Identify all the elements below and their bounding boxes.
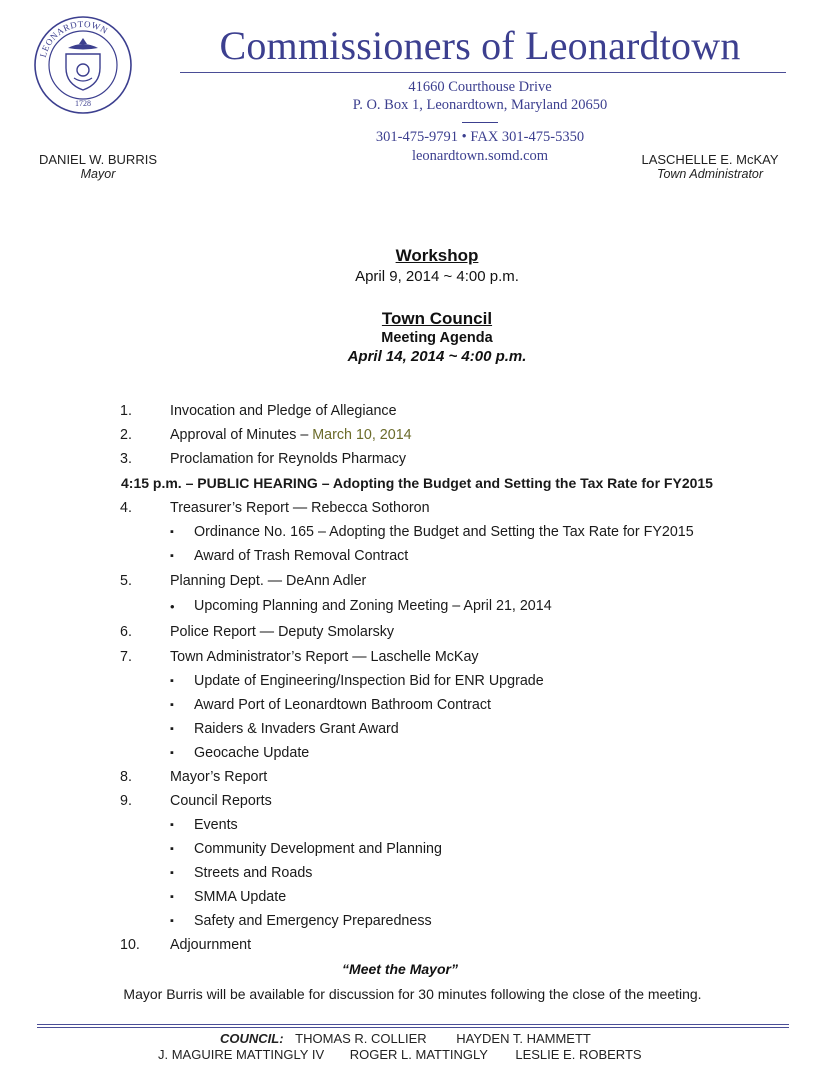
seal-year: 1728 [75, 99, 91, 108]
sub-item: Events [194, 817, 238, 833]
square-bullet-icon: ▪ [170, 526, 174, 538]
town-seal-logo [32, 14, 134, 116]
sub-item: Raiders & Invaders Grant Award [194, 721, 399, 737]
meet-the-mayor-text: Mayor Burris will be available for discussion for 30 minutes following the close of the meeting. [123, 986, 702, 1002]
minutes-label: Approval of Minutes – [170, 427, 313, 443]
square-bullet-icon: ▪ [170, 891, 174, 903]
sub-item: Update of Engineering/Inspection Bid for ENR Upgrade [194, 673, 544, 689]
sub-item: Award Port of Leonardtown Bathroom Contract [194, 697, 491, 713]
administrator-block [620, 152, 800, 181]
council-line-2 [158, 1047, 642, 1062]
square-bullet-icon: ▪ [170, 675, 174, 687]
council-line-1 [220, 1031, 591, 1046]
meet-the-mayor-title: “Meet the Mayor” [342, 961, 458, 977]
agenda-item-council-reports: Council Reports [170, 793, 272, 809]
round-bullet-icon: • [170, 599, 175, 614]
minutes-date: March 10, 2014 [312, 427, 412, 443]
mayor-block [20, 152, 176, 181]
agenda-item-number: 2. [120, 427, 132, 443]
council-member: HAYDEN T. HAMMETT [456, 1031, 591, 1046]
agenda-item-adjournment: Adjournment [170, 937, 252, 953]
council-member: J. MAGUIRE MATTINGLY IV [158, 1047, 325, 1062]
sub-item: Upcoming Planning and Zoning Meeting – April 21, 2014 [194, 598, 552, 614]
phone-fax: 301-475-9791 • FAX 301-475-5350 [375, 129, 585, 145]
agenda-item-number: 4. [120, 500, 132, 516]
agenda-item-invocation: Invocation and Pledge of Allegiance [170, 403, 397, 419]
mayor-name: DANIEL W. BURRIS [39, 152, 157, 167]
agenda-item-number: 5. [120, 573, 132, 589]
square-bullet-icon: ▪ [170, 867, 174, 879]
agenda-item-number: 8. [120, 769, 132, 785]
workshop-datetime: April 9, 2014 ~ 4:00 p.m. [355, 268, 519, 285]
sub-item: Streets and Roads [194, 865, 313, 881]
council-label: COUNCIL: [220, 1031, 284, 1046]
square-bullet-icon: ▪ [170, 723, 174, 735]
council-member: LESLIE E. ROBERTS [515, 1047, 642, 1062]
agenda-heading: Meeting Agenda [381, 330, 493, 346]
sub-item: SMMA Update [194, 889, 287, 905]
agenda-item-number: 9. [120, 793, 132, 809]
council-heading: Town Council [381, 309, 493, 328]
sub-item: Community Development and Planning [194, 841, 442, 857]
title-underline-rule [180, 72, 786, 73]
website: leonardtown.somd.com [411, 148, 549, 164]
council-member: THOMAS R. COLLIER [295, 1031, 427, 1046]
square-bullet-icon: ▪ [170, 747, 174, 759]
address-divider [462, 122, 498, 123]
agenda-item-number: 1. [120, 403, 132, 419]
sub-item: Safety and Emergency Preparedness [194, 913, 432, 929]
agenda-item-number: 6. [120, 624, 132, 640]
footer-rule [37, 1024, 789, 1025]
square-bullet-icon: ▪ [170, 915, 174, 927]
public-hearing-notice: 4:15 p.m. – PUBLIC HEARING – Adopting the Budget and Setting the Tax Rate for FY2015 [121, 475, 713, 491]
sub-item: Award of Trash Removal Contract [194, 548, 409, 564]
council-datetime: April 14, 2014 ~ 4:00 p.m. [347, 348, 527, 365]
address-street: 41660 Courthouse Drive [408, 79, 552, 95]
agenda-item-number: 3. [120, 451, 132, 467]
sub-item: Ordinance No. 165 – Adopting the Budget and Setting the Tax Rate for FY2015 [194, 524, 694, 540]
organization-title: Commissioners of Leonardtown [219, 23, 741, 68]
footer-rule [37, 1027, 789, 1028]
address-po-box: P. O. Box 1, Leonardtown, Maryland 20650 [352, 97, 608, 113]
agenda-item-police: Police Report — Deputy Smolarsky [170, 624, 395, 640]
administrator-role: Town Administrator [656, 167, 764, 181]
agenda-item-treasurer: Treasurer’s Report — Rebecca Sothoron [170, 500, 430, 516]
agenda-item-planning: Planning Dept. — DeAnn Adler [170, 573, 367, 589]
square-bullet-icon: ▪ [170, 819, 174, 831]
svg-text:LEONARDTOWN [38, 19, 110, 59]
agenda-item-administrator: Town Administrator’s Report — Laschelle McKay [170, 649, 479, 665]
agenda-item-number: 7. [120, 649, 132, 665]
agenda-item-mayor-report: Mayor’s Report [170, 769, 268, 785]
square-bullet-icon: ▪ [170, 843, 174, 855]
seal-top-text: LEONARDTOWN [37, 18, 110, 59]
agenda-item-proclamation: Proclamation for Reynolds Pharmacy [170, 451, 406, 467]
council-member: ROGER L. MATTINGLY [349, 1047, 488, 1062]
square-bullet-icon: ▪ [170, 550, 174, 562]
agenda-item-minutes [170, 427, 412, 443]
mayor-role: Mayor [80, 167, 116, 181]
agenda-item-number: 10. [120, 937, 140, 953]
sub-item: Geocache Update [194, 745, 310, 761]
administrator-name: LASCHELLE E. McKAY [641, 152, 779, 167]
workshop-heading: Workshop [395, 246, 479, 265]
square-bullet-icon: ▪ [170, 699, 174, 711]
